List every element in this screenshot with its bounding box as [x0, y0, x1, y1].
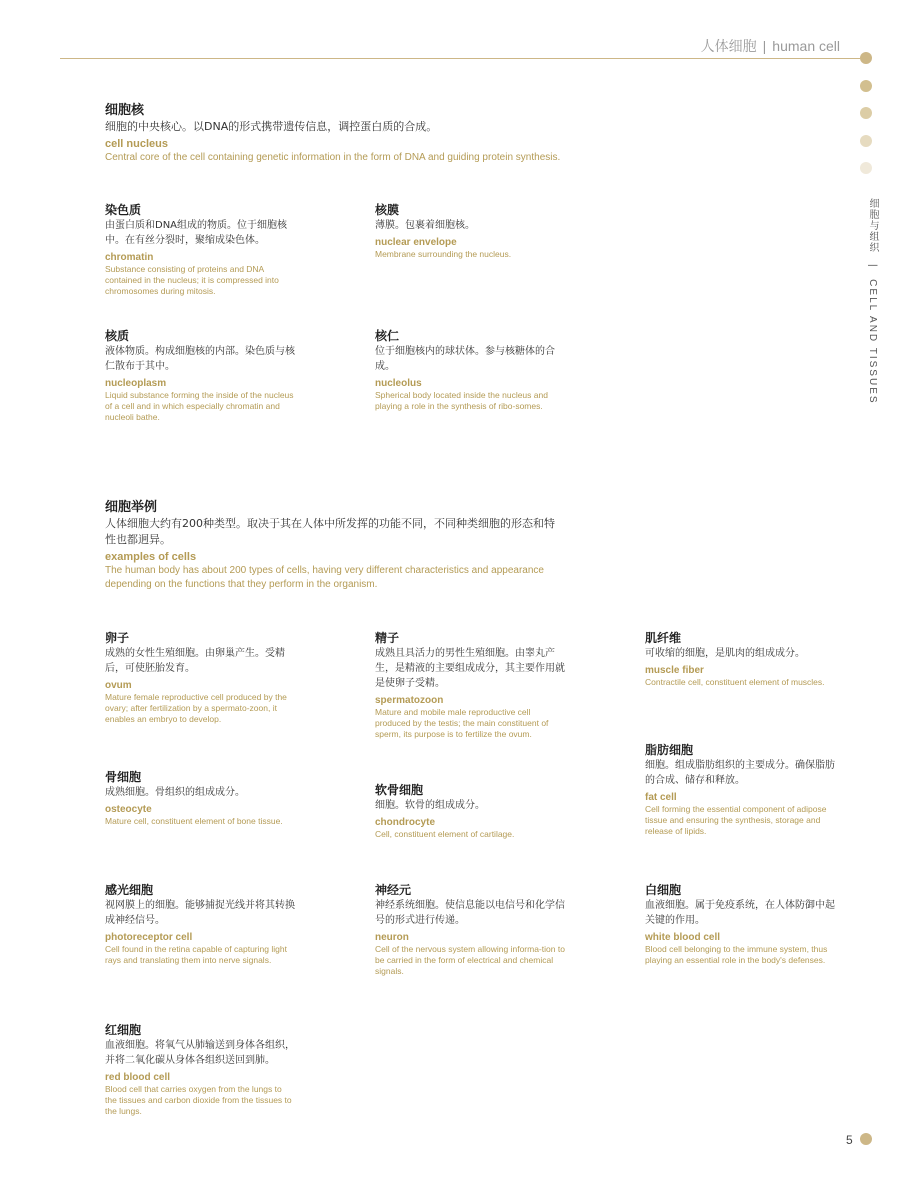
entry-en-desc: Blood cell belonging to the immune system, thus playing an essential role in the body's defenses. — [645, 944, 828, 965]
entry-neuron — [375, 882, 565, 977]
entry-desc: 细胞。软骨的组成成分。 — [375, 800, 485, 811]
entry-en-desc: Cell found in the retina capable of capturing light rays and translating them into nerve signals. — [105, 944, 287, 965]
entry-title: 肌纤维 — [645, 631, 682, 645]
entry-desc: 神经系统细胞。使信息能以电信号和化学信号的形式进行传递。 — [375, 900, 565, 926]
header-cn: 人体细胞 — [700, 38, 757, 54]
entry-en-desc: Membrane surrounding the nucleus. — [375, 249, 512, 259]
header-rule — [60, 58, 860, 59]
entry-osteocyte — [105, 769, 295, 827]
entry-desc: 成熟且具活力的男性生殖细胞。由睾丸产生，是精液的主要组成成分，其主要作用就是使卵子受精。 — [375, 648, 565, 689]
entry-title: 感光细胞 — [105, 883, 154, 897]
entry-photoreceptor-cell — [105, 882, 295, 966]
entry-en-desc: Substance consisting of proteins and DNA contained in the nucleus; it is compressed into chromosomes during mitosis. — [105, 264, 279, 296]
entry-en-title: cell nucleus — [105, 138, 168, 150]
entry-en-desc: Mature cell, constituent element of bone tissue. — [105, 816, 283, 826]
entry-desc: 成熟的女性生殖细胞。由卵巢产生。受精后，可使胚胎发育。 — [105, 648, 285, 674]
entry-title: 卵子 — [105, 631, 130, 645]
entry-title: 神经元 — [375, 883, 412, 897]
entry-en-desc: Spherical body located inside the nucleus and playing a role in the synthesis of ribo-somes. — [375, 390, 548, 411]
entry-en-desc: Blood cell that carries oxygen from the lungs to the tissues and carbon dioxide from the tissues to the lungs. — [105, 1084, 292, 1116]
entry-title: 精子 — [375, 631, 400, 645]
page-number: 5 — [846, 1133, 853, 1147]
entry-title: 核膜 — [375, 203, 400, 217]
entry-white-blood-cell — [645, 882, 835, 966]
entry-desc: 可收缩的细胞，是肌肉的组成成分。 — [645, 648, 805, 659]
entry-en-title: chondrocyte — [375, 817, 436, 828]
page-number-dot — [860, 1133, 872, 1145]
entry-en-title: nuclear envelope — [375, 237, 457, 248]
decor-dot-4 — [860, 135, 872, 147]
entry-desc: 人体细胞大约有200种类型。取决于其在人体中所发挥的功能不同，不同种类细胞的形态和特性也都迥异。 — [105, 517, 555, 546]
entry-desc: 成熟细胞。骨组织的组成成分。 — [105, 787, 245, 798]
entry-en-title: neuron — [375, 932, 409, 943]
entry-en-title: white blood cell — [645, 932, 721, 943]
entry-desc: 位于细胞核内的球状体。参与核糖体的合成。 — [375, 346, 555, 372]
entry-desc: 细胞。组成脂肪组织的主要成分。确保脂肪的合成、储存和释放。 — [645, 760, 835, 786]
entry-chromatin — [105, 202, 295, 297]
entry-desc: 液体物质。构成细胞核的内部。染色质与核仁散布于其中。 — [105, 346, 295, 372]
entry-en-title: photoreceptor cell — [105, 932, 193, 943]
entry-en-desc: Contractile cell, constituent element of muscles. — [645, 677, 825, 687]
section-side-label — [866, 198, 880, 405]
entry-en-title: muscle fiber — [645, 665, 704, 676]
entry-nucleoplasm — [105, 328, 295, 423]
side-label-sep: | — [867, 263, 878, 269]
entry-title: 染色质 — [105, 203, 142, 217]
entry-examples-of-cells — [105, 500, 565, 592]
entry-en-title: spermatozoon — [375, 695, 444, 706]
entry-nuclear-envelope — [375, 202, 565, 260]
entry-muscle-fiber — [645, 630, 835, 688]
entry-desc: 血液细胞。将氧气从肺输送到身体各组织，并将二氧化碳从身体各组织送回到肺。 — [105, 1040, 295, 1066]
entry-en-title: chromatin — [105, 252, 154, 263]
entry-en-title: osteocyte — [105, 804, 152, 815]
entry-chondrocyte — [375, 782, 565, 840]
entry-ovum — [105, 630, 295, 725]
entry-en-desc: Cell of the nervous system allowing informa-tion to be carried in the form of electrical and chemical signals. — [375, 944, 565, 976]
entry-desc: 血液细胞。属于免疫系统，在人体防御中起关键的作用。 — [645, 900, 835, 926]
entry-desc: 视网膜上的细胞。能够捕捉光线并将其转换成神经信号。 — [105, 900, 295, 926]
entry-spermatozoon — [375, 630, 565, 740]
entry-en-title: ovum — [105, 680, 132, 691]
entry-title: 软骨细胞 — [375, 783, 424, 797]
entry-desc: 由蛋白质和DNA组成的物质。位于细胞核中。在有丝分裂时，聚缩成染色体。 — [105, 220, 288, 246]
entry-en-desc: Cell, constituent element of cartilage. — [375, 829, 515, 839]
entry-red-blood-cell — [105, 1022, 295, 1117]
entry-title: 核仁 — [375, 329, 400, 343]
entry-en-desc: Central core of the cell containing genetic information in the form of DNA and guiding protein synthesis. — [105, 152, 561, 163]
entry-cell-nucleus — [105, 103, 575, 165]
entry-title: 脂肪细胞 — [645, 743, 694, 757]
decor-dot-3 — [860, 107, 872, 119]
side-label-cn: 细胞与组织 — [867, 198, 878, 253]
header-separator: | — [762, 38, 767, 54]
entry-desc: 薄膜。包裹着细胞核。 — [375, 220, 475, 231]
side-label-en: CELL AND TISSUES — [867, 279, 878, 405]
entry-en-title: fat cell — [645, 792, 677, 803]
entry-title: 白细胞 — [645, 883, 682, 897]
entry-title: 细胞核 — [105, 103, 145, 118]
header-en: human cell — [772, 38, 840, 54]
entry-en-title: nucleolus — [375, 378, 422, 389]
entry-en-desc: The human body has about 200 types of cells, having very different characteristics and appearance depending on the functions that they perform in the organism. — [105, 565, 544, 590]
entry-desc: 细胞的中央核心。以DNA的形式携带遗传信息，调控蛋白质的合成。 — [105, 120, 438, 133]
decor-dot-5 — [860, 162, 872, 174]
decor-dot-1 — [860, 52, 872, 64]
entry-en-title: red blood cell — [105, 1072, 171, 1083]
entry-nucleolus — [375, 328, 565, 412]
entry-en-desc: Cell forming the essential component of adipose tissue and ensuring the synthesis, storage and release of lipids. — [645, 804, 827, 836]
entry-en-desc: Liquid substance forming the inside of the nucleus of a cell and in which especially chromatin and nucleoli bathe. — [105, 390, 294, 422]
entry-fat-cell — [645, 742, 835, 837]
decor-dot-2 — [860, 80, 872, 92]
entry-en-desc: Mature female reproductive cell produced by the ovary; after fertilization by a spermato-zoon, it enables an embryo to develop. — [105, 692, 287, 724]
entry-title: 骨细胞 — [105, 770, 142, 784]
entry-title: 红细胞 — [105, 1023, 142, 1037]
entry-en-title: nucleoplasm — [105, 378, 167, 389]
entry-title: 核质 — [105, 329, 130, 343]
running-header — [701, 36, 840, 56]
entry-en-title: examples of cells — [105, 551, 197, 563]
entry-title: 细胞举例 — [105, 500, 158, 515]
entry-en-desc: Mature and mobile male reproductive cell produced by the testis; the main constituent of sperm, its purpose is to fertilize the ovum. — [375, 707, 549, 739]
